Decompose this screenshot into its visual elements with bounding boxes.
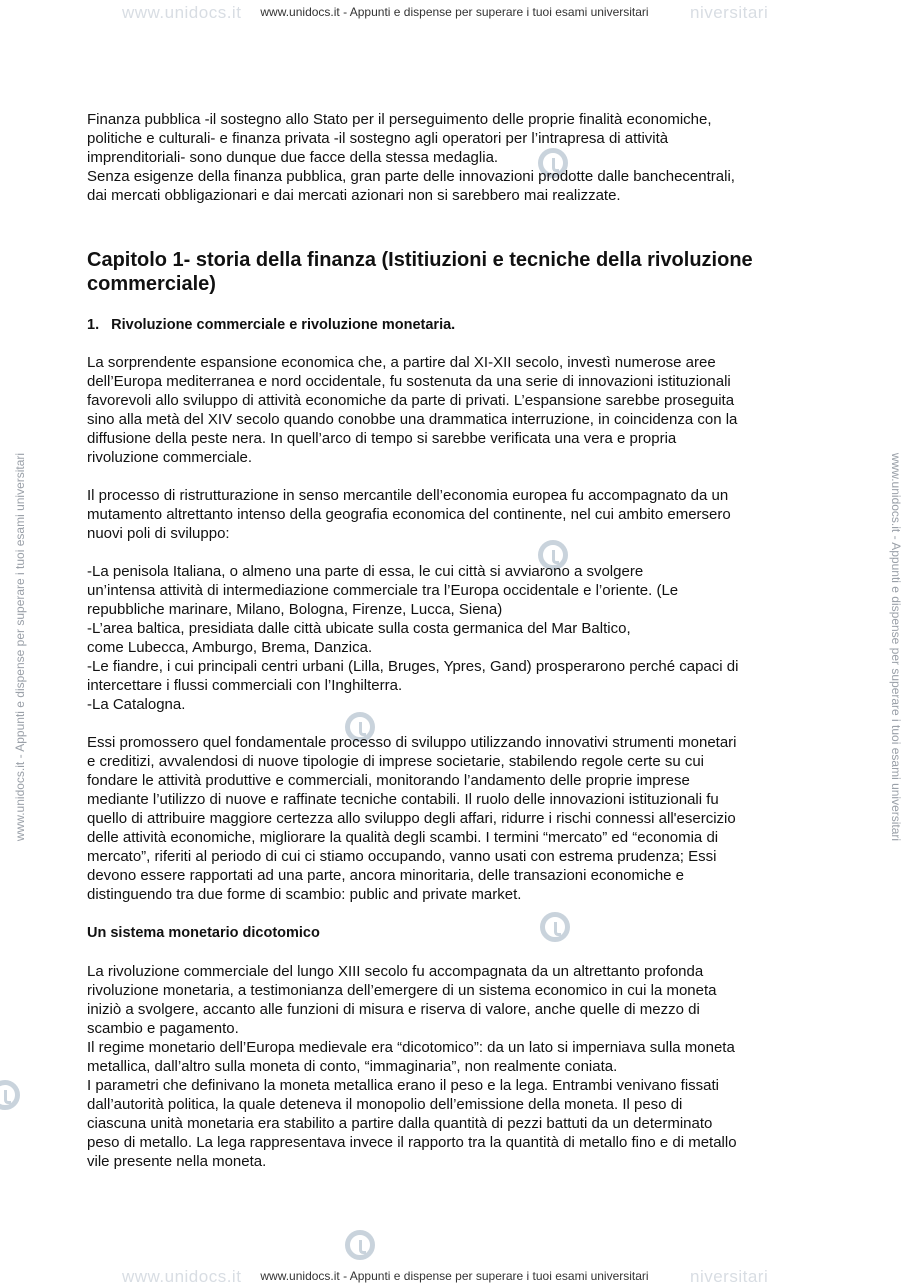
unidocs-logo-icon	[0, 1080, 20, 1110]
section-2-heading: Un sistema monetario dicotomico	[87, 925, 320, 941]
watermark-footer: www.unidocs.it - Appunti e dispense per superare i tuoi esami universitari	[260, 1269, 649, 1283]
unidocs-logo-icon	[345, 1230, 375, 1260]
intro-paragraph: Finanza pubblica -il sostegno allo Stato per il perseguimento delle proprie finalità economiche, politiche e culturali- e finanza privata -il sostegno agli operatori per l’intrapresa di attività imprenditoriali- sono dunque due facce della stessa medaglia. Senza esigenze della finanza pubblica, gran parte delle innovazioni prodotte dalle banchecentrali, dai mercati obbligazionari e dai mercati azionari non si sarebbero mai realizzate.	[87, 111, 735, 204]
watermark-faint-top-right: niversitari	[690, 3, 769, 22]
section-1-paragraph-4: Essi promossero quel fondamentale processo di sviluppo utilizzando innovativi strumenti monetari e creditizi, avvalendosi di nuove tipologie di imprese societarie, stabilendo regole certe su cui fondare le attività produttive e commerciali, monitorando l’andamento delle proprie imprese mediante l’utilizzo di nuove e raffinate tecniche contabili. Il ruolo delle innovazioni istituzionali fu quello di attribuire maggiore certezza allo sviluppo degli affari, ridurre i rischi connessi all'esercizio delle attività economiche, migliorare la qualità degli scambi. I termini “mercato” ed “economia di mercato”, riferiti al periodo di cui ci stiamo occupando, vanno usati con estrema prudenza; Essi devono essere rapportati ad una parte, ancora minoritaria, delle transazioni economiche e distinguendo tra due forme di scambio: public and private market.	[87, 734, 737, 903]
section-1-paragraph-2: Il processo di ristrutturazione in senso mercantile dell’economia europea fu accompagnato da un mutamento altrettanto intenso della geografia economica del continente, nel cui ambito emersero nuovi poli di sviluppo:	[87, 487, 731, 542]
watermark-faint-bottom-right: niversitari	[690, 1267, 769, 1286]
watermark-faint-bottom-left: www.unidocs.it	[122, 1267, 242, 1286]
section-title: Rivoluzione commerciale e rivoluzione monetaria.	[111, 317, 456, 333]
watermark-left-side: www.unidocs.it - Appunti e dispense per superare i tuoi esami universitari	[13, 452, 27, 842]
watermark-header: www.unidocs.it - Appunti e dispense per superare i tuoi esami universitari	[260, 5, 649, 19]
watermark-faint-top-left: www.unidocs.it	[122, 3, 242, 22]
unidocs-logo-icon	[540, 912, 570, 942]
section-2-paragraph: La rivoluzione commerciale del lungo XIII secolo fu accompagnata da un altrettanto profonda rivoluzione monetaria, a testimonianza dell’emergere di un sistema economico in cui la moneta iniziò a svolgere, accanto alle funzioni di misura e riserva di valore, anche quelle di mezzo di scambio e pagamento. Il regime monetario dell’Europa medievale era “dicotomico”: da un lato si imperniava sulla moneta metallica, dall’altro sulla moneta di conto, “immaginaria”, non realmente coniata. I parametri che definivano la moneta metallica erano il peso e la lega. Entrambi venivano fissati dall’autorità politica, la quale deteneva il monopolio dell’emissione della moneta. Il peso di ciascuna unità monetaria era stabilito a partire dalla quantità di pezzi battuti da un determinato peso di metallo. La lega rappresentava invece il rapporto tra la quantità di metallo fino e di metallo vile presente nella moneta.	[87, 963, 737, 1170]
watermark-right-side: www.unidocs.it - Appunti e dispense per superare i tuoi esami universitari	[889, 452, 903, 842]
section-1-heading	[87, 317, 455, 333]
section-1-paragraph-1: La sorprendente espansione economica che, a partire dal XI-XII secolo, investì numerose aree dell’Europa mediterranea e nord occidentale, fu sostenuta da una serie di innovazioni istituzionali favorevoli allo sviluppo di attività economiche da parte di privati. L’espansione sarebbe proseguita sino alla metà del XIV secolo quando conobbe una drammatica interruzione, in coincidenza con la diffusione della peste nera. In quell’arco di tempo si sarebbe verificata una vera e propria rivoluzione commerciale.	[87, 354, 738, 466]
section-1-list: -La penisola Italiana, o almeno una parte di essa, le cui città si avviarono a svolgere un’intensa attività di intermediazione commerciale tra l’Europa occidentale e l’oriente. (Le repubbliche marinare, Milano, Bologna, Firenze, Lucca, Siena) -L’area baltica, presidiata dalle città ubicate sulla costa germanica del Mar Baltico, come Lubecca, Amburgo, Brema, Danzica. -Le fiandre, i cui principali centri urbani (Lilla, Bruges, Ypres, Gand) prosperarono perché capaci di intercettare i flussi commerciali con l’Inghilterra. -La Catalogna.	[87, 563, 739, 713]
chapter-title: Capitolo 1- storia della finanza (Istitiuzioni e tecniche della rivoluzione commerciale)	[87, 249, 753, 295]
section-number: 1.	[87, 317, 100, 333]
